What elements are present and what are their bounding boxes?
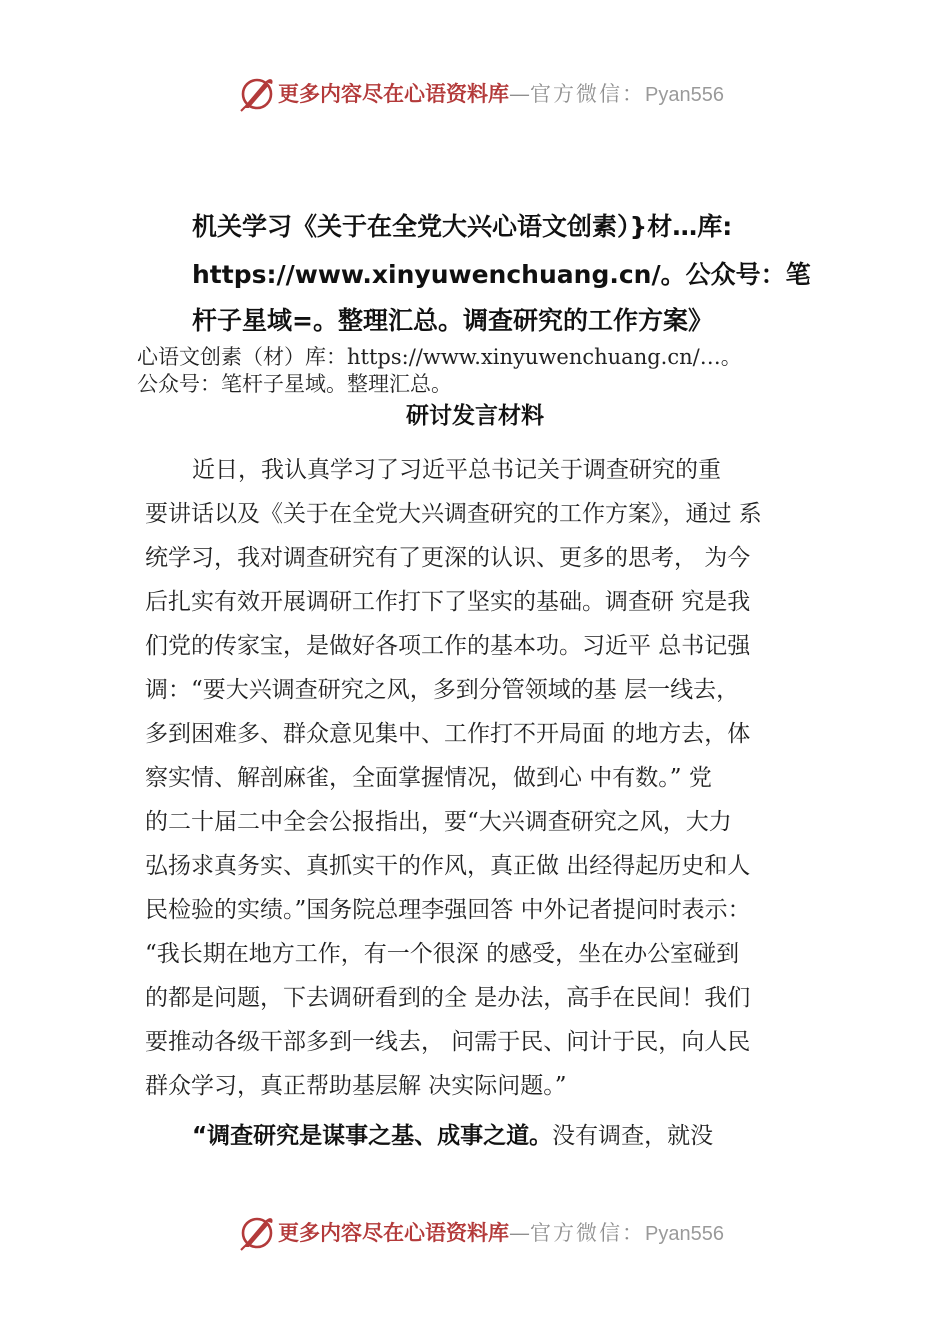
body-line: “我长期在地方工作，有一个很深 的感受，坐在办公室碰到: [145, 941, 740, 967]
title-line-3: 杆子星域=。整理汇总。调查研究的工作方案》: [192, 306, 713, 335]
subtitle: 研讨发言材料: [406, 403, 544, 429]
footer-banner: [0, 1209, 950, 1253]
body-line: 群众学习，真正帮助基层解 决实际问题。”: [145, 1073, 567, 1099]
body-line: 的都是问题，下去调研看到的全 是办法，高手在民间！我们: [145, 985, 751, 1011]
body-line: 民检验的实绩。”国务院总理李强回答 中外记者提问时表示：: [145, 897, 751, 923]
banner-main: 更多内容尽在心语资料库: [278, 81, 509, 106]
banner-text: [278, 78, 724, 108]
body-line: 统学习，我对调查研究有了更深的认识、更多的思考， 为今: [145, 545, 751, 571]
quill-seal-icon: [237, 74, 275, 112]
title-line-2: https://www.xinyuwenchuang.cn/。公众号：笔: [192, 260, 811, 289]
body-line: 察实情、解剖麻雀，全面掌握情况，做到心 中有数。” 党: [145, 765, 712, 791]
body-last-regular: 没有调查，就没: [552, 1123, 714, 1149]
title-line-1: 机关学习《关于在全党大兴心语文创素）}材…库:: [192, 212, 733, 241]
body-line: 多到困难多、群众意见集中、工作打不开局面 的地方去，体: [145, 721, 751, 747]
body-line: 弘扬求真务实、真抓实干的作风，真正做 出经得起历史和人: [145, 853, 751, 879]
quill-seal-icon: [237, 1213, 275, 1251]
meta-line-1: 心语文创素（材）库：https://www.xinyuwenchuang.cn/…。: [137, 345, 742, 369]
banner-wechat-label: 官方微信：: [530, 1221, 645, 1245]
banner-separator: —: [509, 1221, 530, 1245]
body-line: 近日，我认真学习了习近平总书记关于调查研究的重: [192, 457, 721, 483]
body-line: 要讲话以及《关于在全党大兴调查研究的工作方案》，通过 系: [145, 501, 762, 527]
body-line: 的二十届二中全会公报指出，要“大兴调查研究之风，大力: [145, 809, 732, 835]
body-line: 后扎实有效开展调研工作打下了坚实的基础。调查研 究是我: [145, 589, 751, 615]
banner-wechat-label: 官方微信：: [530, 82, 645, 106]
body-line: 要推动各级干部多到一线去， 问需于民、问计于民，向人民: [145, 1029, 751, 1055]
body-last-line: [192, 1117, 713, 1150]
meta-line-2: 公众号：笔杆子星域。整理汇总。: [137, 372, 452, 396]
body-line: 们党的传家宝，是做好各项工作的基本功。习近平 总书记强: [145, 633, 751, 659]
banner-wechat-id: Pyan556: [645, 84, 724, 106]
header-banner: [0, 70, 950, 114]
banner-text: [278, 1217, 724, 1247]
banner-wechat-id: Pyan556: [645, 1223, 724, 1245]
banner-separator: —: [509, 82, 530, 106]
banner-main: 更多内容尽在心语资料库: [278, 1220, 509, 1245]
body-line: 调：“要大兴调查研究之风，多到分管领域的基 层一线去，: [145, 677, 740, 703]
body-last-bold: “调查研究是谋事之基、成事之道。: [192, 1123, 553, 1149]
